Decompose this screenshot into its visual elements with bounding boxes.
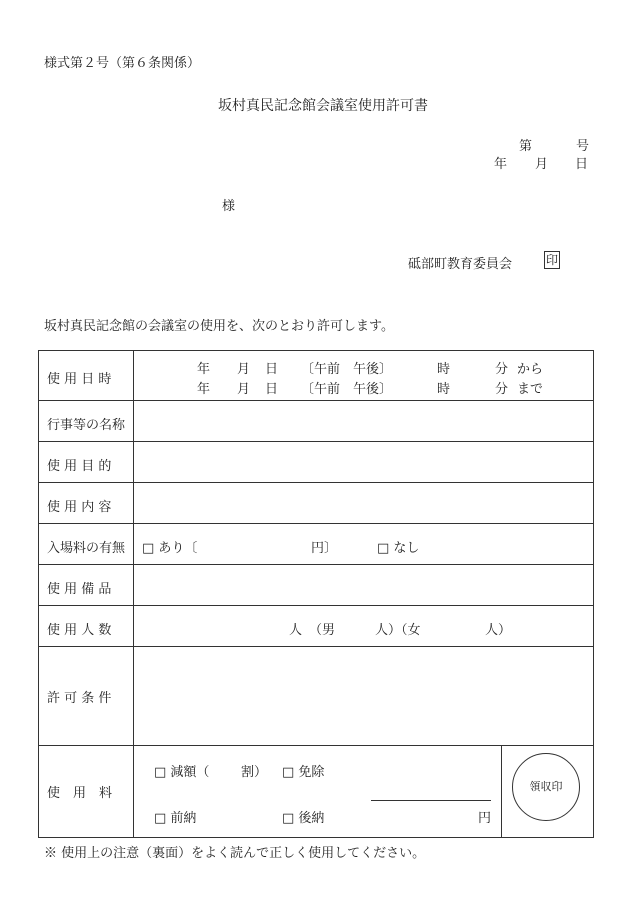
row-divider — [39, 605, 593, 606]
issuer-name: 砥部町教育委員会 — [408, 257, 513, 272]
admission-no-checkbox[interactable]: □ なし — [377, 541, 420, 556]
footer-note: ※ 使用上の注意（裏面）をよく読んで正しく使用してください。 — [44, 846, 426, 861]
label-purpose: 使 用 目 的 — [47, 459, 112, 474]
row-divider — [39, 564, 593, 565]
attendees-male: （男 — [309, 623, 336, 638]
fee-prepaid-checkbox[interactable]: □ 前納 — [154, 811, 197, 826]
recipient-suffix: 様 — [222, 199, 236, 214]
official-seal: 印 — [545, 253, 558, 267]
label-datetime: 使 用 日 時 — [47, 372, 112, 387]
admission-yes-checkbox[interactable]: □ あり〔 — [142, 541, 198, 556]
row-divider — [39, 441, 593, 442]
fee-postpaid-checkbox[interactable]: □ 後納 — [282, 811, 325, 826]
attendees-female: 人）（女 — [375, 623, 421, 638]
label-admission: 入場料の有無 — [47, 541, 126, 556]
label-column-divider — [133, 351, 134, 837]
to-day: 日 — [265, 382, 279, 397]
fee-reduction-checkbox[interactable]: □ 減額（ — [154, 765, 210, 780]
date-day: 日 — [575, 157, 589, 172]
label-fee: 使 用 料 — [47, 786, 113, 801]
from-ampm: 〔午前 午後〕 — [301, 362, 393, 377]
row-divider — [39, 400, 593, 401]
row-divider — [39, 646, 593, 647]
attendees-total: 人 — [289, 623, 303, 638]
row-divider — [39, 745, 593, 746]
label-conditions: 許 可 条 件 — [47, 691, 112, 706]
from-label: から — [517, 362, 544, 377]
receipt-seal-circle: 領収印 — [512, 753, 580, 821]
row-divider — [39, 523, 593, 524]
admission-yen: 円〕 — [311, 541, 338, 556]
form-number-label: 様式第２号（第６条関係） — [44, 56, 201, 71]
fee-exemption-checkbox[interactable]: □ 免除 — [282, 765, 325, 780]
from-month: 月 — [237, 362, 251, 377]
permit-table — [38, 350, 594, 838]
to-ampm: 〔午前 午後〕 — [301, 382, 393, 397]
from-minute: 分 — [495, 362, 509, 377]
intro-text: 坂村真民記念館の会議室の使用を、次のとおり許可します。 — [44, 319, 394, 334]
document-title: 坂村真民記念館会議室使用許可書 — [218, 98, 428, 114]
from-hour: 時 — [437, 362, 451, 377]
until-label: まで — [517, 382, 544, 397]
receipt-column-divider — [501, 745, 502, 837]
from-day: 日 — [265, 362, 279, 377]
amount-underline — [371, 800, 491, 801]
to-minute: 分 — [495, 382, 509, 397]
number-dai: 第 — [519, 139, 533, 154]
label-attendees: 使 用 人 数 — [47, 623, 112, 638]
date-month: 月 — [535, 157, 549, 172]
fee-reduction-percent: 割） — [241, 765, 268, 780]
label-event-name: 行事等の名称 — [47, 418, 126, 433]
date-year: 年 — [494, 157, 508, 172]
fee-yen: 円 — [478, 811, 492, 826]
number-go: 号 — [576, 139, 590, 154]
row-divider — [39, 482, 593, 483]
to-hour: 時 — [437, 382, 451, 397]
attendees-close: 人） — [485, 623, 512, 638]
label-equipment: 使 用 備 品 — [47, 582, 112, 597]
label-content: 使 用 内 容 — [47, 500, 112, 515]
from-year: 年 — [197, 362, 211, 377]
to-year: 年 — [197, 382, 211, 397]
to-month: 月 — [237, 382, 251, 397]
